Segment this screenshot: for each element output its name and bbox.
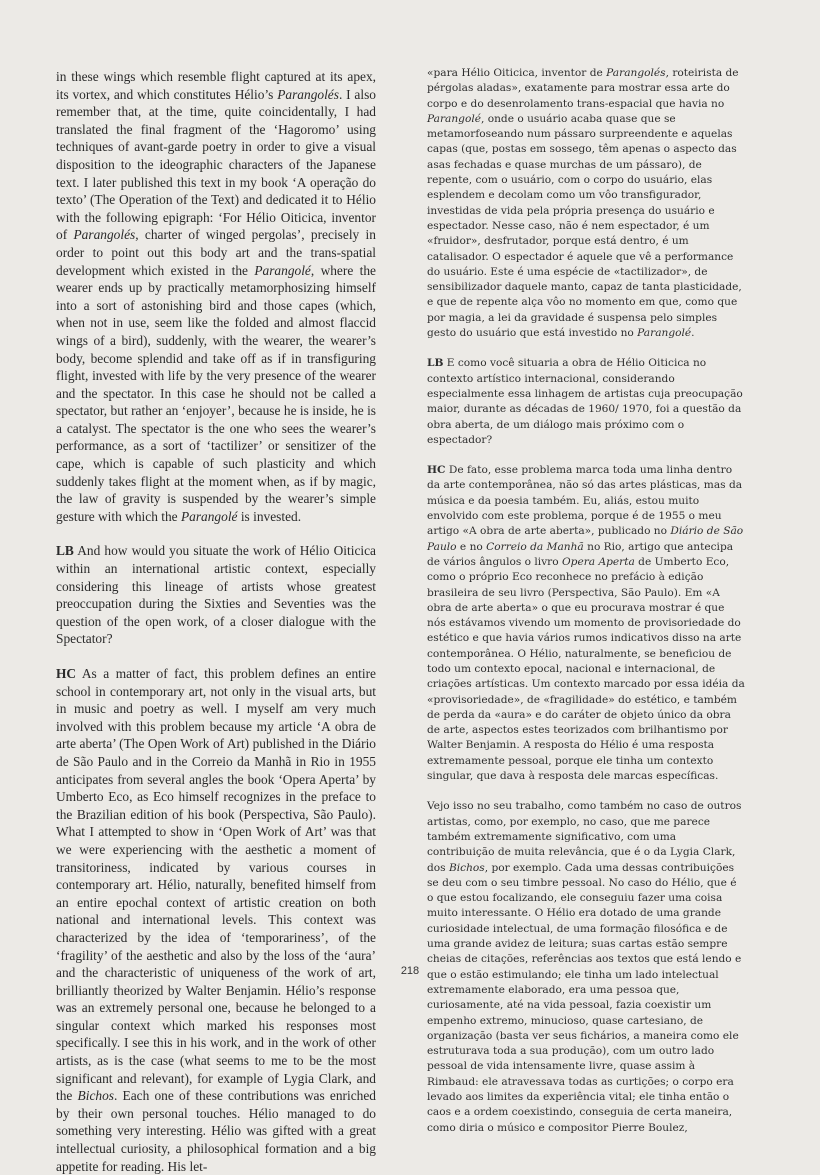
text-segment: de Umberto Eco, como o próprio Eco reconhece no prefácio à edição brasileira de seu livro (Perspectiva, São Paulo). Em «A obra de arte aberta» o que eu procurava mostrar é que nós estávamos vivendo um momento de provisoriedade do estético e que havia vários rumos indicativos disso na arte contemporânea. O Hélio, naturalmente, se beneficiou de todo um contexto epocal, nacional e internacional, de criações artísticas. Um contexto marcado por essa idéia da «provisoriedade», de «fragilidade» do estético, e também de perda da «aura» e do caráter de objeto único da obra de arte, aspectos estes teorizados com brilhantismo por Walter Benjamin. A resposta do Hélio é uma resposta extremamente pessoal, porque ele tinha um contexto singular, que dava à resposta dele marcas específicas.: [427, 555, 745, 783]
speaker-initials: LB: [56, 543, 74, 559]
text-segment: . Each one of these contributions was enriched by their own personal touches. Hélio managed to do something very interesting. Hélio was gifted with a great intellectual curiosity, a philosophical formation and a big appetite for reading. His let-: [56, 1088, 376, 1174]
italic-title: Opera Aperta: [561, 555, 635, 568]
english-column: [56, 68, 376, 1175]
italic-title: Parangolé: [637, 327, 692, 340]
text-segment: . I also remember that, at the time, quite coincidentally, I had translated the final fragment of the ‘Hagoromo’ using techniques of avant-garde poetry in order to give a visual disposition to the ideographic characters of the Japanese text. I later published this text in my book ‘A operação do texto’ (The Operation of the Text) and dedicated it to Hélio with the following epigraph: ‘For Hélio Oiticica, inventor of: [56, 86, 377, 243]
text-segment: .: [691, 327, 695, 340]
page-number: 218: [400, 965, 420, 977]
italic-title: Parangolé: [180, 508, 238, 524]
speaker-initials: LB: [427, 357, 444, 370]
text-segment: , por exemplo. Cada uma dessas contribuições se deu com o seu timbre pessoal. No caso do Hélio, que é o que estou focalizando, ele conseguiu fazer uma coisa muito interessante. O Hélio era dotado de uma grande curiosidade intelectual, de uma formação filosófica e de uma grande avidez de leitura; suas cartas estão sempre cheias de citações, referências aos textos que está lendo e que o estão estimulando; ele tinha um lado intelectual extremamente elaborado, era uma pessoa que, curiosamente, até na vida pessoal, fazia coexistir um empenho extremo, minucioso, quase cartesiano, de organização (basta ver seus fichários, a maneira como ele estruturava toda a sua produção), com um outro lado pessoal de vida intensamente livre, quase assim à Rimbaud: ele atravessava todas as curtições; o corpo era levado aos limites da experiência vital; ele tinha então o caos e a ordem coexistindo, conseguia de certa maneira, como diria o músico e compositor Pierre Boulez,: [427, 861, 742, 1134]
paragraph: [56, 665, 376, 1175]
text-segment: , onde o usuário acaba quase que se metamorfoseando num pássaro surpreendente e aquelas capas (que, postas em sossego, têm apenas o aspecto das asas fechadas e quase murchas de um pássaro), de repente, com o usuário, com o corpo do usuário, elas esplendem e decolam como um vôo transfigurador, investidas de vida pela própria presença do usuário e espectador. Nesse caso, não é nem espectador, é um «fruidor», desfrutador, porque está dentro, é um catalisador. O espectador é aquele que vê a performance do usuário. Este é uma espécie de «tactilizador», de sensibilizador daquele manto, capaz de tanta plasticidade, e que de repente alça vôo no momento em que, como que por magia, a lei da gravidade é suspensa pelo simples gesto do usuário que está investido no: [427, 112, 742, 340]
text-segment: , roteirista de pérgolas aladas», exatamente para mostrar essa arte do corpo e do desenrolamento trans-espacial que havia no: [427, 67, 739, 110]
italic-title: Diário de São Paulo: [427, 525, 744, 553]
speaker-initials: HC: [56, 666, 77, 681]
paragraph: [427, 463, 745, 784]
italic-title: Parangolés: [73, 227, 136, 243]
text-segment: De fato, esse problema marca toda uma linha dentro da arte contemporânea, não só das artes plásticas, mas da música e da poesia também. Eu, aliás, estou muito envolvido com este problema, porque é de 1955 o meu artigo «A obra de arte aberta», publicado no: [427, 464, 743, 538]
text-segment: E como você situaria a obra de Hélio Oiticica no contexto artístico internacional, considerando especialmente essa linhagem de artistas cuja preocupação maior, durante as décadas de 1960/ 1970, foi a questão da obra aberta, de um diálogo mais próximo com o espectador?: [427, 357, 743, 446]
text-segment: And how would you situate the work of Hélio Oiticica within an international artistic context, especially considering this lineage of artists whose greatest preoccupation during the Sixties and Seventies was the question of the open work, of a closer dialogue with the Spectator?: [56, 543, 376, 647]
italic-title: Correio da Manhã: [486, 540, 584, 553]
text-segment: Vejo isso no seu trabalho, como também no caso de outros artistas, como, por exemplo, no caso, que me parece também extremamente significativo, com uma contribuição de muita relevância, que é o da Lygia Clark, dos: [427, 800, 742, 874]
text-segment: is invested.: [237, 508, 302, 524]
paragraph: [427, 66, 745, 341]
paragraph: [427, 356, 745, 448]
text-segment: , charter of winged pergolas’, precisely in order to point out this body art and the trans-spatial development which existed in the: [56, 227, 376, 278]
text-segment: As a matter of fact, this problem defines an entire school in contemporary art, not only in the visual arts, but in music and poetry as well. I myself am very much involved with this problem because my article ‘A obra de arte aberta’ (The Open Work of Art) published in the Diário de São Paulo and in the Correio da Manhã in Rio in 1955 anticipates from several angles the book ‘Opera Aperta’ by Umberto Eco, as Eco himself recognizes in the preface to the Brazilian edition of his book (Perspectiva, São Paulo). What I attempted to show in ‘Open Work of Art’ was that we were experiencing with the aesthetic a moment of transitoriness, indicated by various courses in contemporary art. Hélio, naturally, benefited himself from an entire epochal context of artistic creation on both national and international levels. This context was characterized by the idea of ‘temporariness’, of the ‘fragility’ of the aesthetic and also by the loss of the ‘aura’ and the characteristic of uniqueness of the work of art, brilliantly theorized by Walter Benjamin. Hélio’s response was an extremely personal one, because he belonged to a singular context which marked his responses most specifically. I see this in his work, and in the work of other artists, as is the case (what seems to me to be the most significant and relevant), for example of Lygia Clark, and the: [56, 666, 376, 1104]
italic-title: Parangolé: [427, 112, 481, 125]
paragraph: [56, 542, 376, 648]
italic-title: Parangolés: [277, 86, 339, 102]
italic-title: Bichos: [77, 1088, 114, 1104]
text-segment: e no: [456, 540, 487, 553]
text-segment: no Rio, artigo que antecipa de vários ângulos o livro: [427, 540, 734, 568]
text-segment: «para Hélio Oiticica, inventor de: [427, 67, 607, 79]
italic-title: Parangolé: [254, 262, 311, 278]
text-segment: , where the wearer ends up by practically metamorphosizing himself into a sort of astonishing bird and those capes (which, when not in use, seem like the folded and almost flaccid wings of a bird), suddenly, with the wearer, the wearer’s body, become splendid and take off as if in transfiguring flight, invested with life by the very presence of the wearer and the spectator. In this case he should not be called a spectator, but rather an ‘enjoyer’, because he is inside, he is a catalyst. The spectator is the one who sees the wearer’s performance, as a sort of ‘tactilizer’ or sensitizer of the cape, which is capable of such plasticity and which suddenly takes flight at the moment when, as if by magic, the law of gravity is suspended by the wearer’s simple gesture with which the: [56, 262, 376, 524]
italic-title: Bichos: [448, 861, 485, 874]
italic-title: Parangolés: [606, 67, 666, 79]
text-segment: in these wings which resemble flight captured at its apex, its vortex, and which constitutes Hélio’s: [56, 69, 376, 102]
speaker-initials: HC: [427, 464, 446, 477]
paragraph: [56, 68, 376, 525]
